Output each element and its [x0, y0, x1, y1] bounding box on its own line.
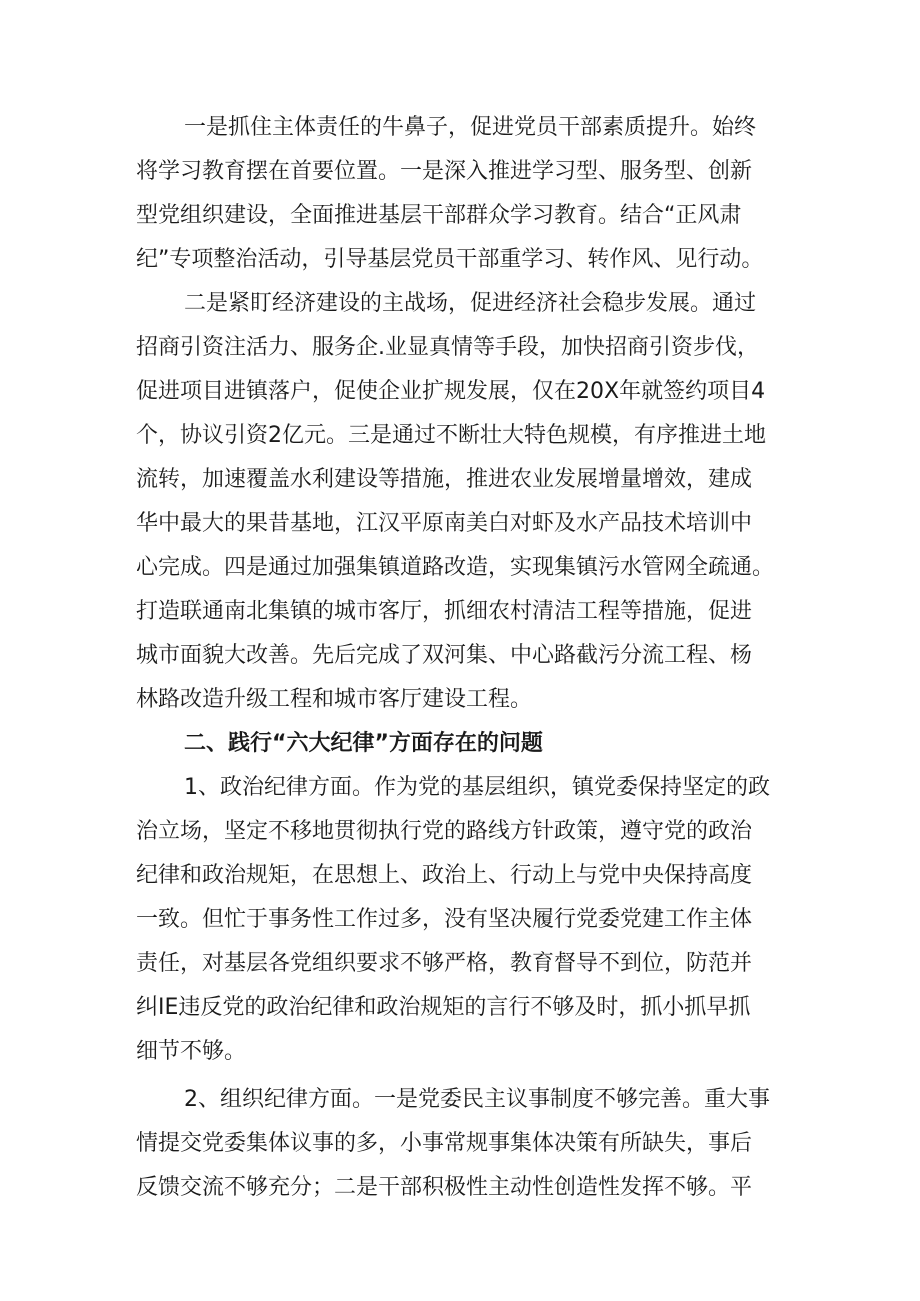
paragraph-line: 招商引资注活力、服务企.业显真情等手段，加快招商引资步伐，	[136, 335, 759, 360]
paragraph-line: 打造联通南北集镇的城市客厅，抓细农村清洁工程等措施，促进	[136, 599, 753, 624]
paragraph-line: 反馈交流不够充分；二是干部积极性主动性创造性发挥不够。平	[136, 1175, 753, 1200]
paragraph-line: 华中最大的果昔基地，江汉平原南美白对虾及水产品技术培训中	[136, 511, 753, 536]
paragraph-line: 心完成。四是通过加强集镇道路改造，实现集镇污水管网全疏通。	[136, 555, 775, 580]
paragraph-line: 型党组织建设，全面推进基层干部群众学习教育。结合“正风肃	[136, 203, 742, 228]
paragraph-line: 细节不够。	[136, 1039, 247, 1064]
paragraph-line: 纪”专项整治活动，引导基层党员干部重学习、转作风、见行动。	[136, 247, 764, 272]
paragraph-line: 1、政治纪律方面。作为党的基层组织，镇党委保持坚定的政	[184, 775, 770, 800]
paragraph-line: 流转，加速覆盖水利建设等措施，推进农业发展增量增效，建成	[136, 467, 753, 492]
paragraph-line: 促进项目进镇落户，促使企业扩规发展，仅在20X年就签约项目4	[136, 379, 766, 404]
paragraph-line: 个，协议引资2亿元。三是通过不断壮大特色规模，有序推进土地	[136, 423, 766, 448]
paragraph-line: 责任，对基层各党组织要求不够严格，教育督导不到位，防范并	[136, 951, 753, 976]
section-heading: 二、践行“六大纪律”方面存在的问题	[184, 731, 543, 756]
paragraph-line: 林路改造升级工程和城市客厅建设工程。	[136, 687, 533, 712]
paragraph-line: 纠IE违反党的政治纪律和政治规矩的言行不够及时，抓小抓早抓	[136, 995, 751, 1020]
paragraph-line: 二是紧盯经济建设的主战场，促进经济社会稳步发展。通过	[184, 291, 757, 316]
paragraph-line: 一致。但忙于事务性工作过多，没有坚决履行党委党建工作主体	[136, 907, 753, 932]
paragraph-line: 2、组织纪律方面。一是党委民主议事制度不够完善。重大事	[184, 1087, 770, 1112]
paragraph-line: 纪律和政治规矩，在思想上、政治上、行动上与党中央保持高度	[136, 863, 753, 888]
paragraph-line: 治立场，坚定不移地贯彻执行党的路线方针政策，遵守党的政治	[136, 819, 753, 844]
paragraph-line: 一是抓住主体责任的牛鼻子，促进党员干部素质提升。始终	[184, 115, 757, 140]
paragraph-line: 将学习教育摆在首要位置。一是深入推进学习型、服务型、创新	[136, 159, 753, 184]
paragraph-line: 情提交党委集体议事的多，小事常规事集体决策有所缺失，事后	[136, 1131, 753, 1156]
paragraph-line: 城市面貌大改善。先后完成了双河集、中心路截污分流工程、杨	[136, 643, 753, 668]
